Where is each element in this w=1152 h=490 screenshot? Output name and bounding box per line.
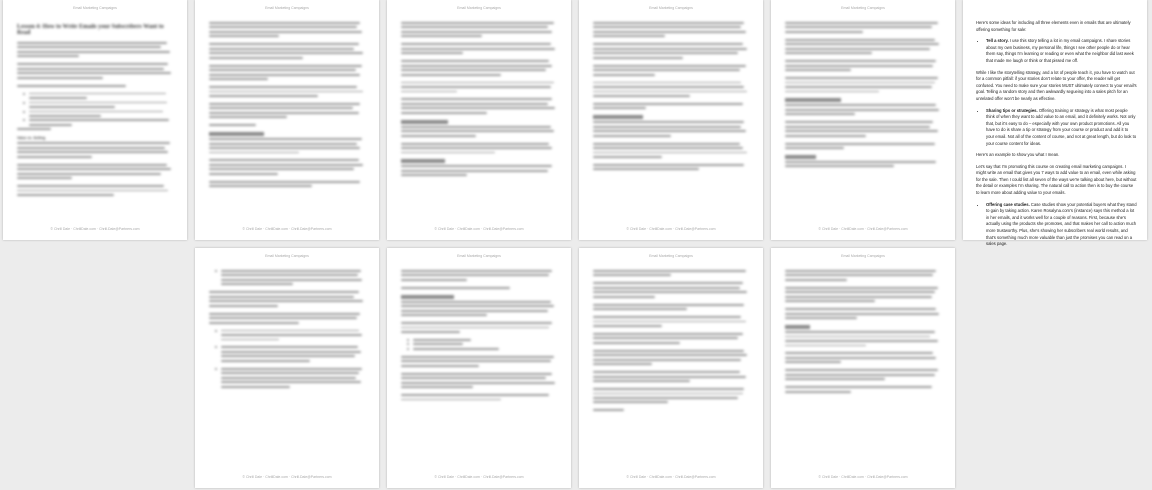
page-2-body	[209, 22, 365, 216]
page-2	[195, 0, 379, 240]
page-header: Email Marketing Campaigns	[457, 254, 501, 258]
page-10-body	[785, 270, 941, 464]
page-header: Email Marketing Campaigns	[457, 6, 501, 10]
page-footer: © Chrill Dale · ChrillDale.com · Chrill.Dale@Partners.com	[242, 475, 332, 479]
page-1-body	[17, 42, 173, 196]
page-8-body	[401, 270, 557, 464]
page-footer: © Chrill Dale · ChrillDale.com · Chrill.Dale@Partners.com	[818, 475, 908, 479]
ideas-list-a	[976, 38, 1137, 64]
list-item	[986, 202, 1137, 248]
page-5	[771, 0, 955, 240]
page-7	[195, 248, 379, 488]
list-item	[986, 38, 1137, 64]
lets-say-paragraph: Let's say that I'm promoting this course on creating email marketing campaigns. I might write an email that gives you 7 ways to add value to an email, even while asking for the sale. Then I could list all seven of the ways we're talking about here, but without the detail or examples I'm sharing. The natural call to action then is to buy the course to learn more about adding value to your emails.	[976, 163, 1137, 196]
page-footer: © Chrill Dale · ChrillDale.com · Chrill.Dale@Partners.com	[818, 227, 908, 231]
page-10	[771, 248, 955, 488]
page-4-body	[593, 22, 749, 216]
ideas-list-c	[976, 202, 1137, 248]
page-footer: © Chrill Dale · ChrillDale.com · Chrill.Dale@Partners.com	[434, 227, 524, 231]
value-vs-selling-heading: Value vs. Selling	[17, 136, 46, 141]
page-header: Email Marketing Campaigns	[841, 254, 885, 258]
list-item	[986, 108, 1137, 148]
page-header: Email Marketing Campaigns	[649, 254, 693, 258]
page-6-body	[976, 20, 1137, 247]
page-1	[3, 0, 187, 240]
page-header: Email Marketing Campaigns	[265, 254, 309, 258]
page-header: Email Marketing Campaigns	[841, 6, 885, 10]
page-5-body	[785, 22, 941, 216]
bullet-lead: Tell a story.	[986, 38, 1009, 44]
page-footer: © Chrill Dale · ChrillDale.com · Chrill.Dale@Partners.com	[434, 475, 524, 479]
storytelling-paragraph: While I like the storytelling strategy, and a lot of people teach it, you have to watch out for a common pitfall: if your stories don't relate to your offer, the reader will get confused. You need to make sure your stories MUST ultimately connect to your email's goal. Telling a random story and then awkwardly segueing into a sales pitch for an unrelated offer won't be nearly as effective.	[976, 69, 1137, 101]
lesson-title: Lesson 4: How to Write Emails your Subscribers Want to Read	[17, 24, 164, 36]
example-paragraph: Here's an example to show you what I mean.	[976, 152, 1060, 158]
ideas-list-b	[976, 108, 1137, 148]
page-9	[579, 248, 763, 488]
page-4	[579, 0, 763, 240]
page-6	[963, 0, 1147, 247]
intro-paragraph: Here's some ideas for including all three elements even in emails that are ultimately offering something for sale:	[976, 20, 1131, 32]
bullet-lead: Sharing tips or strategies.	[986, 107, 1038, 113]
page-9-body	[593, 270, 749, 464]
page-header: Email Marketing Campaigns	[265, 6, 309, 10]
page-8	[387, 248, 571, 488]
bullet-text: I use this story telling a lot in my email campaigns. I share stories about my own business, my personal life, things I see other people do or hear them say, things I'm learning or reading or even what the neighbor did last week that made me laugh or think or that pissed me off.	[986, 38, 1134, 63]
bullet-lead: Offering case studies.	[986, 201, 1030, 207]
page-footer: © Chrill Dale · ChrillDale.com · Chrill.Dale@Partners.com	[626, 475, 716, 479]
page-header: Email Marketing Campaigns	[73, 6, 117, 10]
page-3	[387, 0, 571, 240]
page-7-body	[209, 270, 365, 464]
bullet-text: Offering training or strategy is what most people think of when they want to add value to an email, and it definitely works. Not only that, but it's easy to do – especially with your own product promotions. All you have to do is share a tip or strategy from your course or product and add it to your email. Not all of the content of course, and not at great length, but do look to your course content for ideas.	[986, 107, 1137, 146]
page-footer: © Chrill Dale · ChrillDale.com · Chrill.Dale@Partners.com	[626, 227, 716, 231]
page-footer: © Chrill Dale · ChrillDale.com · Chrill.Dale@Partners.com	[242, 227, 332, 231]
bullet-text: Case studies show your potential buyers what they stand to gain by taking action. Karen Rosalyna.com's (instance) says this method a lot in her emails, and it works well for a couple of reasons. First, because she's actually using the products she promotes, and that makes her call to action much more trustworthy. Plus, she's showing her subscribers real world results, and that's something much more valuable than just the promises you can read on a sales page.	[986, 201, 1137, 247]
page-footer: © Chrill Dale · ChrillDale.com · Chrill.Dale@Partners.com	[50, 227, 140, 231]
page-header: Email Marketing Campaigns	[649, 6, 693, 10]
page-3-body	[401, 22, 557, 216]
